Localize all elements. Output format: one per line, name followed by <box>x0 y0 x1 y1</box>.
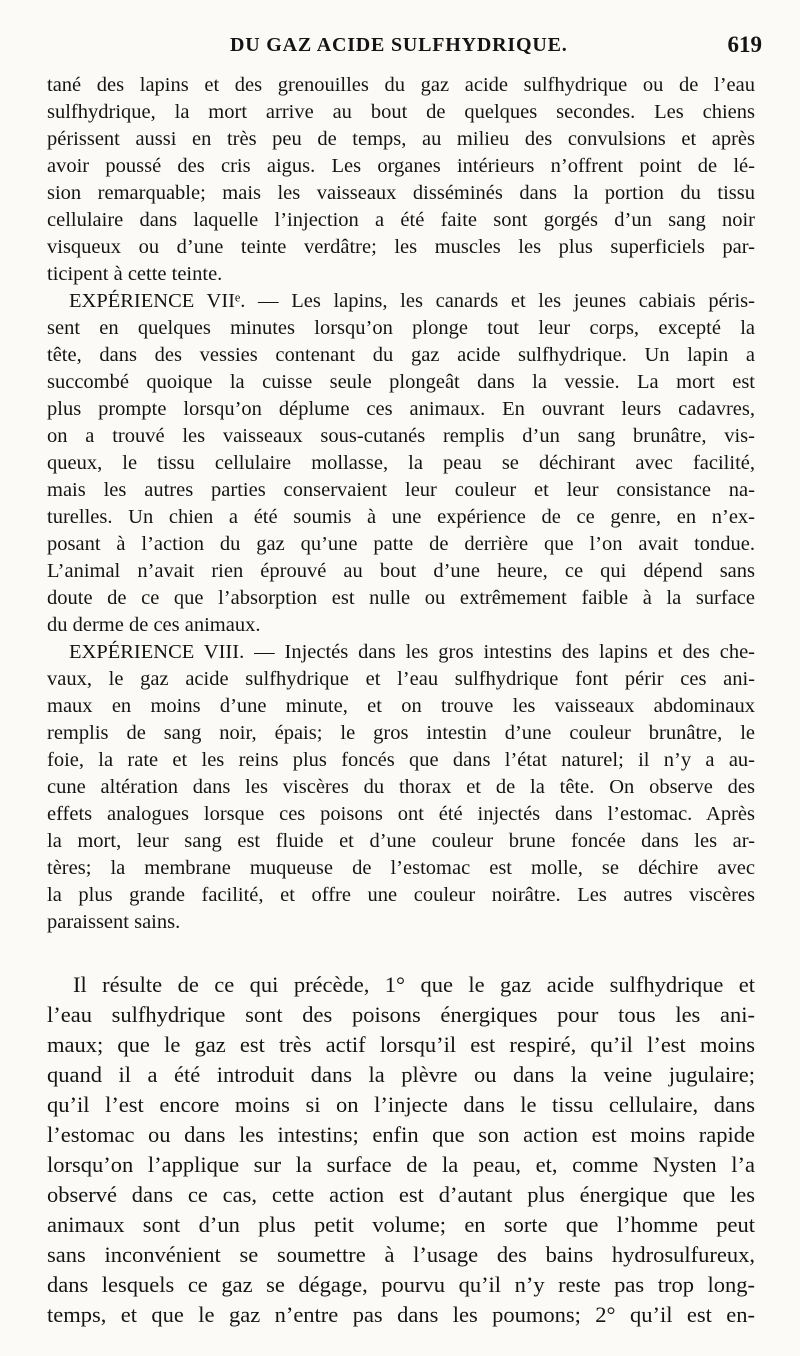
paragraph <box>47 288 755 639</box>
text-line: mais les autres parties conservaient leur couleur et leur consistance na- <box>47 479 755 501</box>
text-line: ticipent à cette teinte. <box>47 263 223 285</box>
text-line: sent en quelques minutes lorsqu’on plonge tout leur corps, excepté la <box>47 317 755 339</box>
section-gap <box>47 936 755 970</box>
text-line: EXPÉRIENCE VIIᵉ. — Les lapins, les canards et les jeunes cabiais péris- <box>69 290 755 312</box>
text-line: maux en moins d’une minute, et on trouve les vaisseaux abdominaux <box>47 695 755 717</box>
text-line: périssent aussi en très peu de temps, au milieu des convulsions et après <box>47 128 755 150</box>
text-line: plus prompte lorsqu’on déplume ces animaux. En ouvrant leurs cadavres, <box>47 398 755 420</box>
page-number: 619 <box>727 32 762 57</box>
text-line: la plus grande facilité, et offre une couleur noirâtre. Les autres viscères <box>47 884 755 906</box>
text-line: effets analogues lorsque ces poisons ont été injectés dans l’estomac. Après <box>47 803 755 825</box>
running-head <box>0 34 800 64</box>
text-line: vaux, le gaz acide sulfhydrique et l’eau sulfhydrique font périr ces ani- <box>47 668 755 690</box>
text-line: animaux sont d’un plus petit volume; en sorte que l’homme peut <box>47 1212 755 1237</box>
paragraph <box>47 970 755 1330</box>
text-line: la mort, leur sang est fluide et d’une couleur brune foncée dans les ar- <box>47 830 755 852</box>
text-line: doute de ce que l’absorption est nulle ou extrêmement faible à la surface <box>47 587 755 609</box>
text-line: L’animal n’avait rien éprouvé au bout d’une heure, ce qui dépend sans <box>47 560 755 582</box>
text-line: l’eau sulfhydrique sont des poisons énergiques pour tous les ani- <box>47 1002 755 1027</box>
text-line: l’estomac ou dans les intestins; enfin que son action est moins rapide <box>47 1122 755 1147</box>
text-line: posant à l’action du gaz qu’une patte de derrière que l’on avait tondue. <box>47 533 755 555</box>
text-line: EXPÉRIENCE VIII. — Injectés dans les gros intestins des lapins et des che- <box>69 641 755 663</box>
text-line: tères; la membrane muqueuse de l’estomac est molle, se déchire avec <box>47 857 755 879</box>
text-line: qu’il l’est encore moins si on l’injecte dans le tissu cellulaire, dans <box>47 1092 755 1117</box>
text-line: cune altération dans les viscères du thorax et de la tête. On observe des <box>47 776 755 798</box>
running-title: DU GAZ ACIDE SULFHYDRIQUE. <box>230 34 568 56</box>
text-line: paraissent sains. <box>47 911 181 933</box>
text-line: remplis de sang noir, épais; le gros intestin d’une couleur brunâtre, le <box>47 722 755 744</box>
text-line: queux, le tissu cellulaire mollasse, la peau se déchirant avec facilité, <box>47 452 755 474</box>
text-line: observé dans ce cas, cette action est d’autant plus énergique que les <box>47 1182 755 1207</box>
text-line: lorsqu’on l’applique sur la surface de la peau, et, comme Nysten l’a <box>47 1152 755 1177</box>
text-line: quand il a été introduit dans la plèvre ou dans la veine jugulaire; <box>47 1062 755 1087</box>
text-line: turelles. Un chien a été soumis à une expérience de ce genre, en n’ex- <box>47 506 755 528</box>
text-line: maux; que le gaz est très actif lorsqu’il est respiré, qu’il l’est moins <box>47 1032 755 1057</box>
text-line: succombé quoique la cuisse seule plongeât dans la vessie. La mort est <box>47 371 755 393</box>
text-line: du derme de ces animaux. <box>47 614 261 636</box>
text-line: visqueux ou d’une teinte verdâtre; les muscles les plus superficiels par- <box>47 236 755 258</box>
text-line: tané des lapins et des grenouilles du gaz acide sulfhydrique ou de l’eau <box>47 74 755 96</box>
paragraph <box>47 72 755 288</box>
paragraph <box>47 639 755 936</box>
text-line: on a trouvé les vaisseaux sous-cutanés remplis d’un sang brunâtre, vis- <box>47 425 755 447</box>
text-line: dans lesquels ce gaz se dégage, pourvu qu’il n’y reste pas trop long- <box>47 1272 755 1297</box>
text-line: foie, la rate et les reins plus foncés que dans l’état naturel; il n’y a au- <box>47 749 755 771</box>
text-line: sulfhydrique, la mort arrive au bout de quelques secondes. Les chiens <box>47 101 755 123</box>
text-line: avoir poussé des cris aigus. Les organes intérieurs n’offrent point de lé- <box>47 155 755 177</box>
text-line: sans inconvénient se soumettre à l’usage des bains hydrosulfureux, <box>47 1242 755 1267</box>
text-line: temps, et que le gaz n’entre pas dans les poumons; 2° qu’il est en- <box>47 1302 755 1327</box>
text-line: sion remarquable; mais les vaisseaux disséminés dans la portion du tissu <box>47 182 755 204</box>
text-line: tête, dans des vessies contenant du gaz acide sulfhydrique. Un lapin a <box>47 344 755 366</box>
body-text <box>47 72 755 1330</box>
text-line: Il résulte de ce qui précède, 1° que le gaz acide sulfhydrique et <box>73 972 755 997</box>
text-line: cellulaire dans laquelle l’injection a été faite sont gorgés d’un sang noir <box>47 209 755 231</box>
